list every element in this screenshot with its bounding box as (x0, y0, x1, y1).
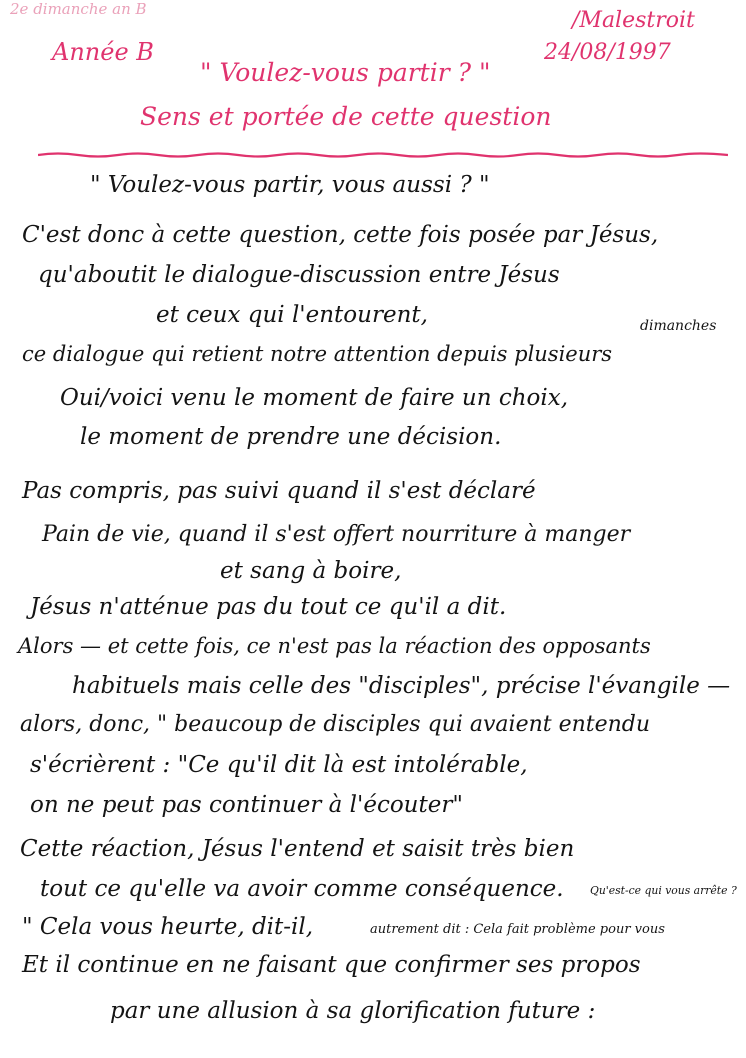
text-line-6: Oui/voici venu le moment de faire un choix, (60, 385, 569, 411)
text-line-20: Et il continue en ne faisant que confirmer ses propos (22, 952, 641, 978)
text-line-14: alors, donc, " beaucoup de disciples qui avaient entendu (20, 712, 651, 737)
text-line-19: " Cela vous heurte, dit-il, (22, 914, 314, 940)
header-divider (38, 150, 728, 160)
margin-note-dimanches: dimanches (640, 318, 717, 334)
text-line-5: ce dialogue qui retient notre attention depuis plusieurs (22, 342, 613, 366)
text-line-18: tout ce qu'elle va avoir comme conséquence. (40, 876, 564, 902)
sermon-title: " Voulez-vous partir ? " (200, 58, 491, 87)
text-line-10: et sang à boire, (220, 558, 402, 584)
sermon-subtitle: Sens et portée de cette question (140, 102, 552, 131)
year-label: Année B (52, 38, 154, 66)
text-line-1: " Voulez-vous partir, vous aussi ? " (90, 172, 490, 198)
text-line-3: qu'aboutit le dialogue-discussion entre Jésus (38, 262, 560, 288)
text-line-13: habituels mais celle des "disciples", précise l'évangile — (72, 673, 731, 699)
text-line-12: Alors — et cette fois, ce n'est pas la réaction des opposants (18, 634, 651, 658)
text-line-4: et ceux qui l'entourent, (156, 302, 428, 328)
text-line-11: Jésus n'atténue pas du tout ce qu'il a dit. (30, 594, 507, 620)
text-line-7: le moment de prendre une décision. (80, 424, 502, 450)
text-line-17: Cette réaction, Jésus l'entend et saisit très bien (20, 836, 575, 862)
document-date: 24/08/1997 (544, 40, 671, 65)
text-line-15: s'écrièrent : "Ce qu'il dit là est intolérable, (30, 752, 528, 778)
margin-note-question: Qu'est-ce qui vous arrête ? (590, 884, 737, 897)
text-line-16: on ne peut pas continuer à l'écouter" (30, 792, 463, 818)
text-line-8: Pas compris, pas suivi quand il s'est déclaré (22, 478, 536, 504)
text-line-21: par une allusion à sa glorification future : (110, 998, 596, 1024)
text-line-9: Pain de vie, quand il s'est offert nourriture à manger (42, 522, 631, 547)
author-location: /Malestroit (572, 8, 695, 33)
faint-header-note: 2e dimanche an B (10, 0, 147, 18)
margin-note-autrement: autrement dit : Cela fait problème pour vous (370, 922, 665, 937)
text-line-2: C'est donc à cette question, cette fois posée par Jésus, (22, 222, 659, 248)
